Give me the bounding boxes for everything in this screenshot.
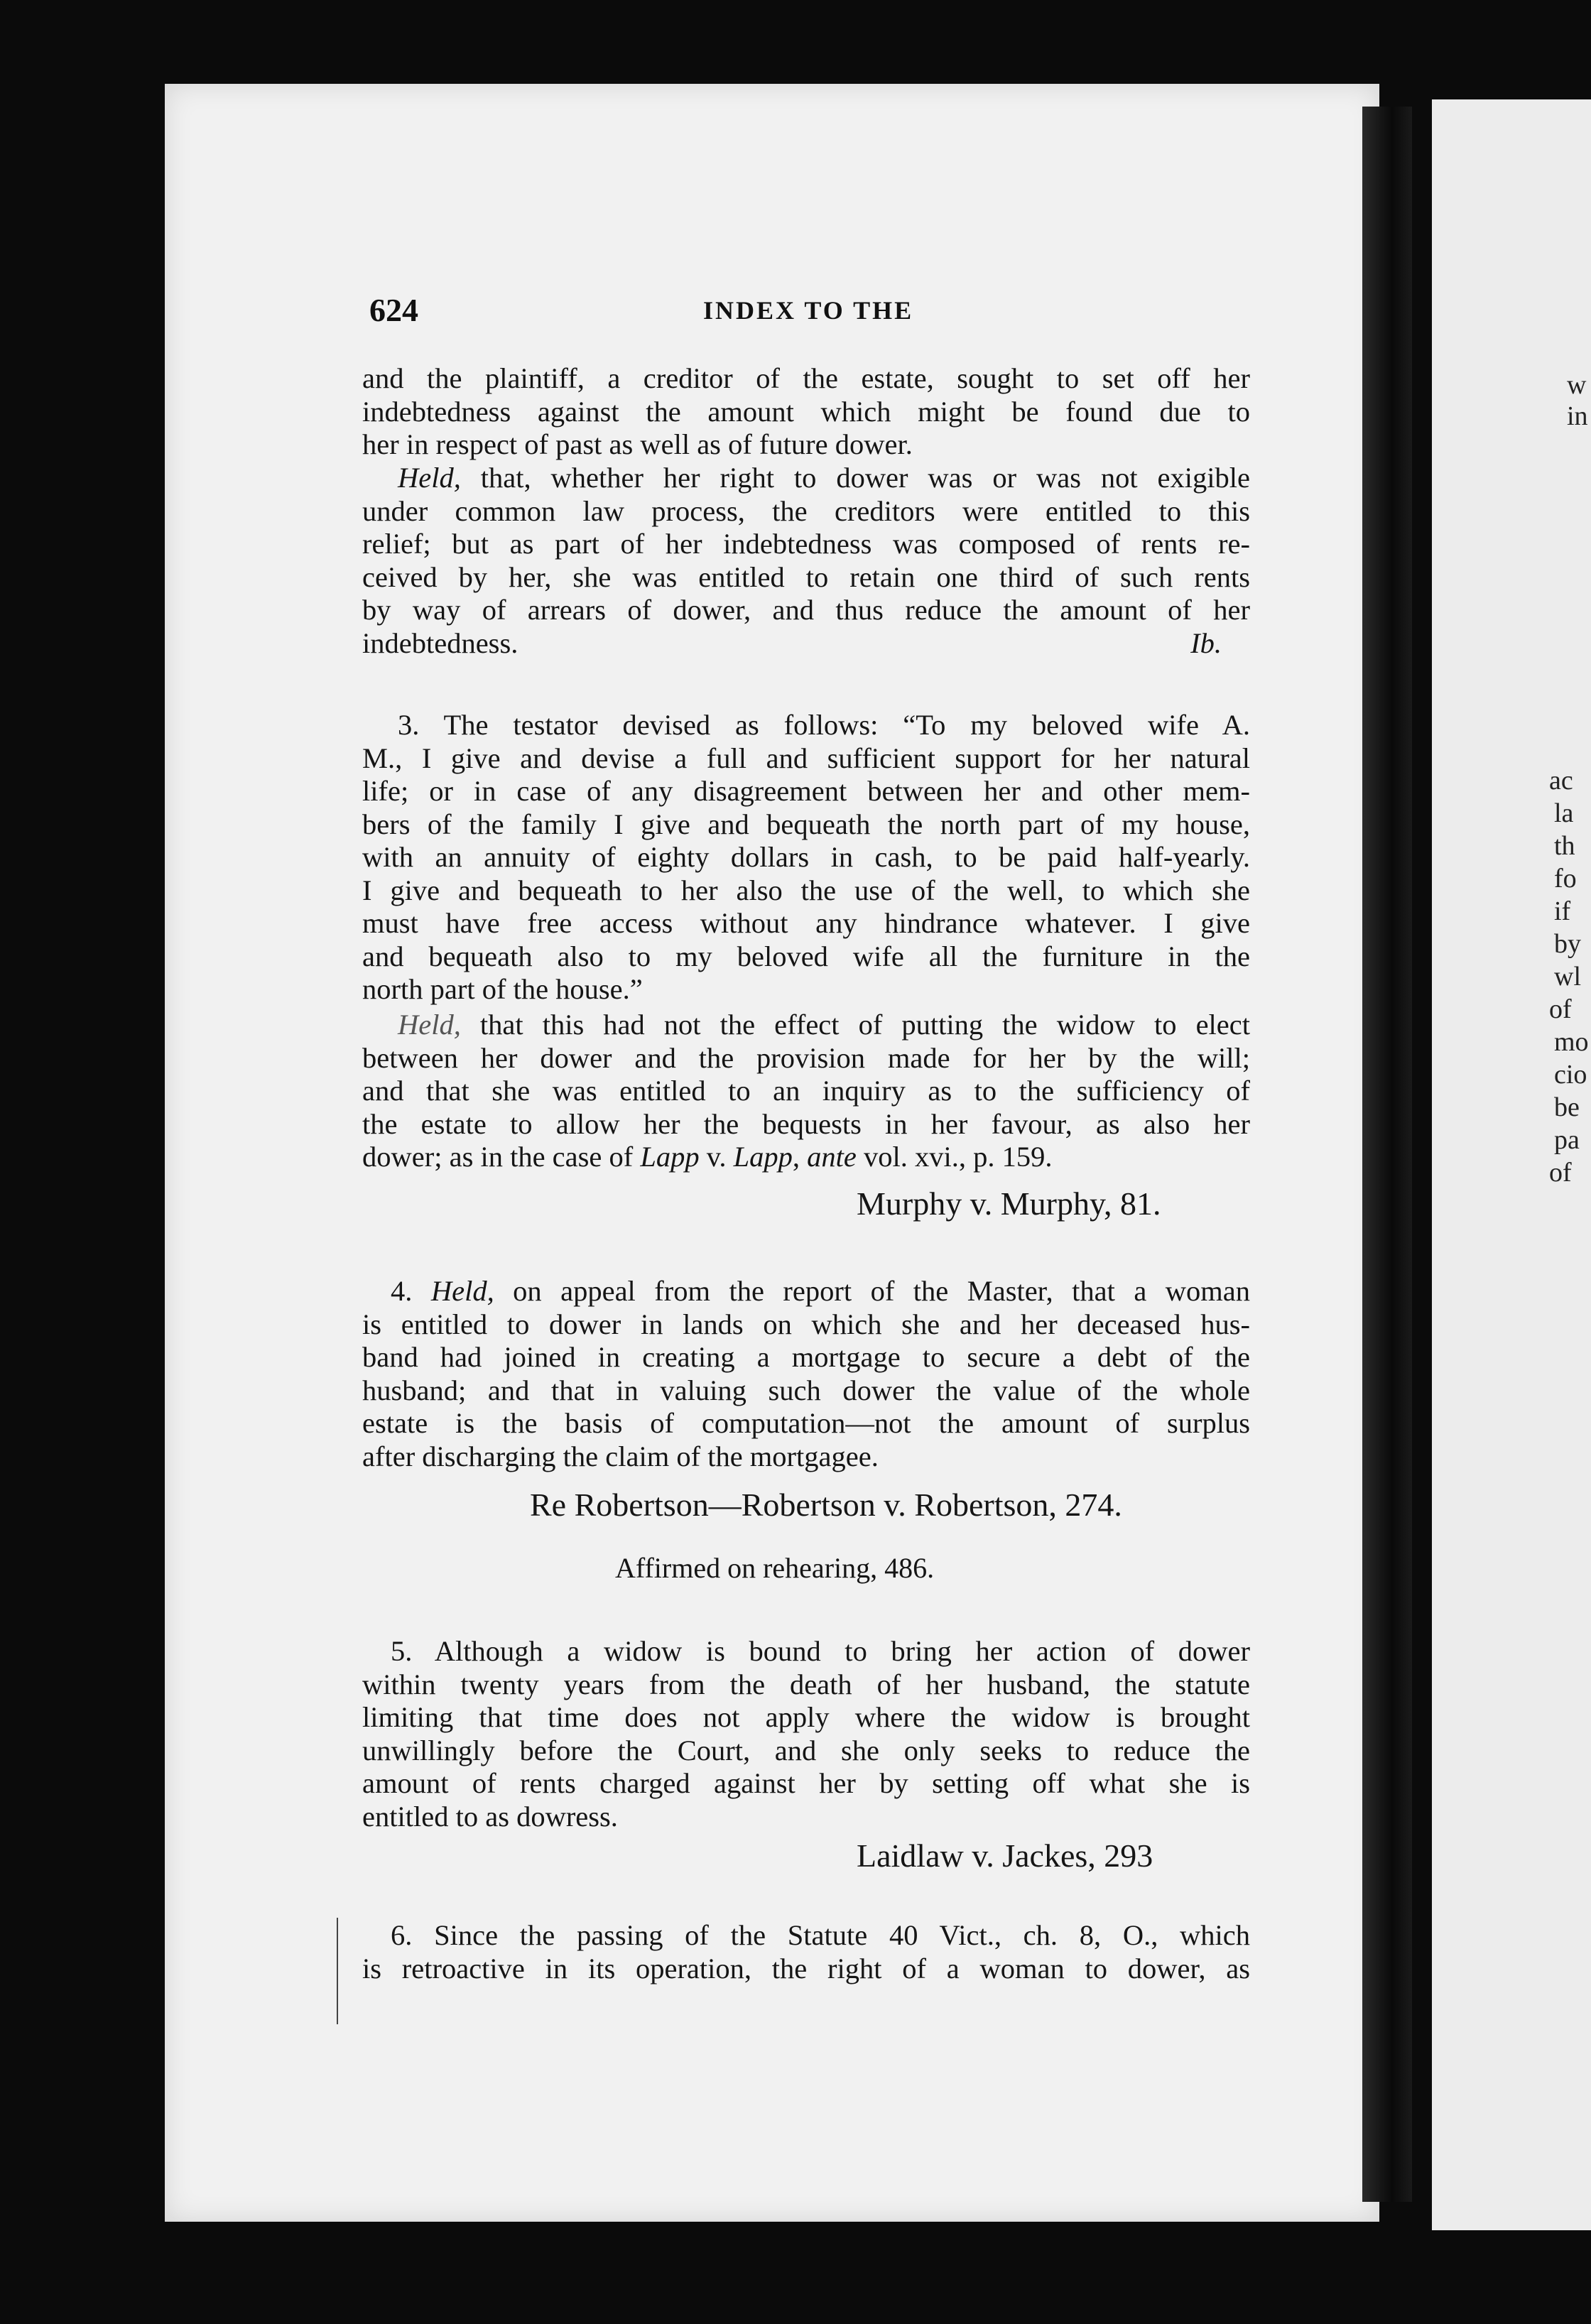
adjacent-text: be <box>1554 1092 1580 1122</box>
text-line <box>362 627 1250 661</box>
text-line: her in respect of past as well as of future dower. <box>362 428 913 460</box>
affirmed-note: Affirmed on rehearing, 486. <box>615 1552 935 1584</box>
text-line: entitled to as dowress. <box>362 1800 618 1832</box>
paragraph-held-2 <box>362 1009 1250 1174</box>
text-line: between her dower and the provision made for her by the will; <box>362 1041 1250 1074</box>
adjacent-text: th <box>1554 831 1575 861</box>
paragraph-3 <box>362 709 1250 1006</box>
text-line: and that she was entitled to an inquiry as to the sufficiency of <box>362 1075 1250 1107</box>
held-label: Held, <box>398 462 461 494</box>
ante-label: ante <box>807 1141 857 1173</box>
text-line: ceived by her, she was entitled to retain one third of such rents <box>362 560 1250 593</box>
case-name: Lapp <box>640 1141 700 1173</box>
adjacent-text: ac <box>1549 766 1573 796</box>
text-run: on appeal from the report of the Master, that a woman <box>494 1275 1251 1307</box>
text-line: and the plaintiff, a creditor of the estate, sought to set off her <box>362 362 1250 394</box>
text-line: is retroactive in its operation, the right of a woman to dower, as <box>362 1952 1250 1984</box>
text-run: indebtedness. <box>362 626 518 659</box>
paragraph-6 <box>362 1919 1250 1985</box>
adjacent-text: of <box>1549 994 1572 1024</box>
adjacent-text: mo <box>1554 1027 1589 1057</box>
ibid-reference: Ib. <box>1190 626 1222 659</box>
text-line: husband; and that in valuing such dower the value of the whole <box>362 1374 1250 1406</box>
adjacent-text: fo <box>1554 864 1577 894</box>
text-line: the estate to allow her the bequests in her favour, as also her <box>362 1107 1250 1140</box>
text-line: bers of the family I give and bequeath the north part of my house, <box>362 808 1250 840</box>
held-label: Held, <box>430 1275 494 1307</box>
text-line <box>362 1141 1250 1174</box>
text-line: must have free access without any hindrance whatever. I give <box>362 907 1250 939</box>
running-head: INDEX TO THE <box>703 296 914 325</box>
text-line: M., I give and devise a full and sufficient support for her natural <box>362 742 1250 774</box>
item-number: 4. <box>391 1275 431 1307</box>
text-run: that this had not the effect of putting the widow to elect <box>460 1009 1250 1041</box>
text-line <box>362 1009 1250 1042</box>
text-line: with an annuity of eighty dollars in cash, to be paid half-yearly. <box>362 841 1250 873</box>
adjacent-text: cio <box>1554 1060 1587 1090</box>
page-number: 624 <box>369 292 418 328</box>
paragraph-4 <box>362 1275 1250 1473</box>
case-citation: Murphy v. Murphy, 81. <box>857 1185 1161 1222</box>
text-run: that, whether her right to dower was or was not exigible <box>460 462 1250 494</box>
text-line: 5. Although a widow is bound to bring her action of dower <box>391 1635 1250 1667</box>
adjacent-page-fragment <box>1432 99 1591 2230</box>
paragraph-continuation <box>362 362 1250 462</box>
text-line: indebtedness against the amount which might be found due to <box>362 395 1250 428</box>
text-line: and bequeath also to my beloved wife all the furniture in the <box>362 940 1250 972</box>
case-name: Lapp <box>733 1141 793 1173</box>
text-run: vol. xvi., p. 159. <box>856 1141 1053 1173</box>
text-line: within twenty years from the death of her husband, the statute <box>362 1668 1250 1700</box>
adjacent-text: in <box>1567 401 1588 431</box>
text-line: unwillingly before the Court, and she only seeks to reduce the <box>362 1734 1250 1766</box>
text-line: by way of arrears of dower, and thus reduce the amount of her <box>362 594 1250 626</box>
case-citation: Laidlaw v. Jackes, 293 <box>857 1837 1153 1874</box>
text-run: v. <box>699 1141 734 1173</box>
text-line: limiting that time does not apply where the widow is brought <box>362 1701 1250 1733</box>
text-run: , <box>792 1141 808 1173</box>
text-run: dower; as in the case of <box>362 1141 641 1173</box>
text-line: amount of rents charged against her by setting off what she is <box>362 1767 1250 1799</box>
adjacent-text: of <box>1549 1158 1572 1188</box>
paragraph-held-1 <box>362 462 1250 660</box>
held-label: Held, <box>398 1009 461 1041</box>
case-citation: Re Robertson—Robertson v. Robertson, 274. <box>530 1487 1122 1523</box>
text-line: north part of the house.” <box>362 973 643 1005</box>
text-line: I give and bequeath to her also the use of the well, to which she <box>362 874 1250 906</box>
adjacent-text: by <box>1554 929 1581 959</box>
margin-pencil-mark <box>337 1918 342 2024</box>
text-line: after discharging the claim of the mortgagee. <box>362 1440 879 1472</box>
page-header <box>369 291 1250 334</box>
text-line: relief; but as part of her indebtedness was composed of rents re- <box>362 528 1250 560</box>
page-binding <box>1362 107 1412 2202</box>
adjacent-text: w <box>1567 370 1587 400</box>
text-line <box>362 1275 1250 1308</box>
adjacent-text: wl <box>1554 962 1581 992</box>
text-line: band had joined in creating a mortgage to secure a debt of the <box>362 1341 1250 1373</box>
text-line: 3. The testator devised as follows: “To my beloved wife A. <box>398 709 1250 741</box>
text-line: 6. Since the passing of the Statute 40 Vict., ch. 8, O., which <box>391 1919 1250 1951</box>
text-line: life; or in case of any disagreement between her and other mem- <box>362 775 1250 807</box>
text-line: is entitled to dower in lands on which she and her deceased hus- <box>362 1308 1250 1340</box>
text-line: under common law process, the creditors were entitled to this <box>362 494 1250 527</box>
adjacent-text: pa <box>1554 1125 1580 1155</box>
paragraph-5 <box>362 1635 1250 1833</box>
text-line: estate is the basis of computation—not the amount of surplus <box>362 1407 1250 1439</box>
adjacent-text: la <box>1554 798 1574 828</box>
text-line <box>362 462 1250 495</box>
adjacent-text: if <box>1554 896 1571 926</box>
